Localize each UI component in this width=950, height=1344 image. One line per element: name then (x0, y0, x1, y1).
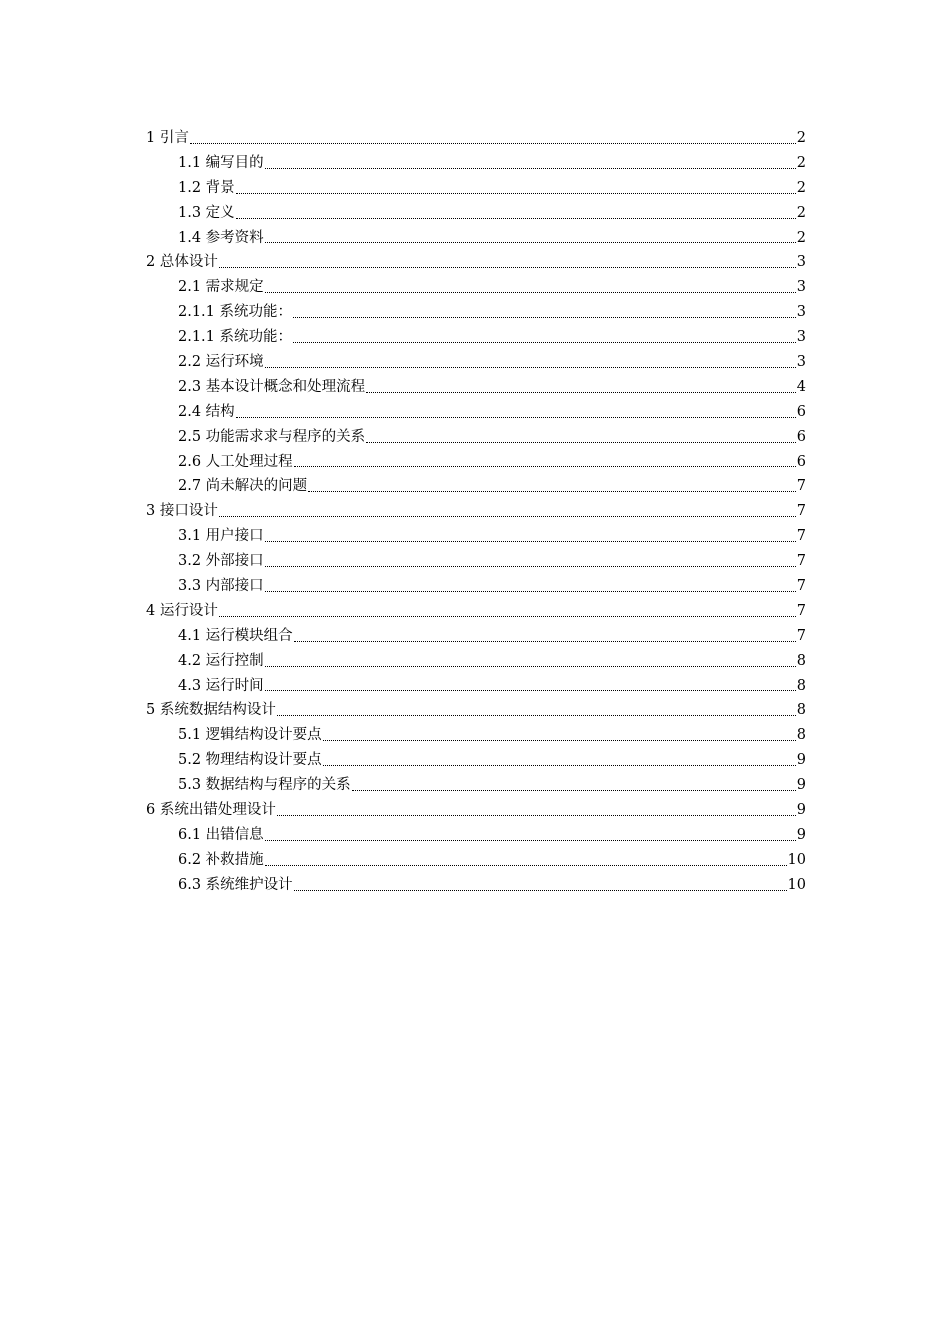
toc-entry[interactable] (146, 375, 806, 400)
toc-entry[interactable] (146, 499, 806, 524)
toc-dot-leader (294, 889, 787, 891)
toc-entry-label: 2.1.1 系统功能： (178, 329, 293, 346)
toc-entry[interactable] (146, 823, 806, 848)
toc-entry[interactable] (146, 176, 806, 201)
toc-dot-leader (236, 217, 796, 219)
toc-entry[interactable] (146, 674, 806, 699)
toc-entry[interactable] (146, 624, 806, 649)
toc-entry[interactable] (146, 151, 806, 176)
toc-entry-page-number: 7 (796, 503, 806, 520)
toc-entry-page-number: 7 (796, 553, 806, 570)
toc-dot-leader (366, 391, 796, 393)
toc-entry-label: 3.2 外部接口 (178, 553, 264, 570)
toc-entry-page-number: 7 (796, 627, 806, 644)
toc-entry[interactable] (146, 450, 806, 475)
toc-dot-leader (366, 441, 796, 443)
toc-entry[interactable] (146, 425, 806, 450)
toc-entry-label: 5 系统数据结构设计 (146, 702, 276, 719)
toc-entry-page-number: 9 (796, 752, 806, 769)
toc-entry-label: 2.4 结构 (178, 403, 235, 420)
toc-entry-label: 5.3 数据结构与程序的关系 (178, 777, 351, 794)
toc-dot-leader (323, 739, 796, 741)
toc-dot-leader (190, 142, 796, 144)
toc-entry-page-number: 3 (796, 279, 806, 296)
toc-entry-page-number: 7 (796, 528, 806, 545)
toc-dot-leader (265, 167, 796, 169)
toc-entry[interactable] (146, 524, 806, 549)
toc-entry-label: 2.3 基本设计概念和处理流程 (178, 378, 366, 395)
toc-dot-leader (219, 515, 796, 517)
toc-dot-leader (265, 366, 796, 368)
toc-entry-page-number: 10 (787, 851, 806, 868)
toc-entry-label: 3.1 用户接口 (178, 528, 264, 545)
toc-entry[interactable] (146, 848, 806, 873)
toc-dot-leader (236, 416, 796, 418)
toc-entry[interactable] (146, 773, 806, 798)
toc-entry[interactable] (146, 723, 806, 748)
toc-entry-label: 5.1 逻辑结构设计要点 (178, 727, 322, 744)
toc-entry-label: 1.1 编写目的 (178, 154, 264, 171)
toc-entry[interactable] (146, 698, 806, 723)
toc-entry-page-number: 7 (796, 478, 806, 495)
toc-entry-label: 4.2 运行控制 (178, 652, 264, 669)
toc-dot-leader (277, 714, 796, 716)
toc-entry[interactable] (146, 599, 806, 624)
toc-entry-page-number: 7 (796, 602, 806, 619)
toc-entry[interactable] (146, 126, 806, 151)
toc-entry-label: 2.1 需求规定 (178, 279, 264, 296)
toc-entry[interactable] (146, 748, 806, 773)
toc-dot-leader (265, 864, 787, 866)
toc-entry[interactable] (146, 275, 806, 300)
toc-dot-leader (352, 789, 796, 791)
toc-entry[interactable] (146, 549, 806, 574)
toc-entry-page-number: 4 (796, 378, 806, 395)
toc-dot-leader (294, 465, 796, 467)
toc-entry-label: 6.3 系统维护设计 (178, 876, 293, 893)
toc-entry-page-number: 2 (796, 179, 806, 196)
toc-entry-page-number: 9 (796, 826, 806, 843)
toc-entry-label: 4 运行设计 (146, 602, 218, 619)
toc-dot-leader (277, 814, 796, 816)
toc-entry-page-number: 2 (796, 154, 806, 171)
toc-entry-label: 2.7 尚未解决的问题 (178, 478, 308, 495)
toc-entry-page-number: 8 (796, 702, 806, 719)
toc-entry-page-number: 3 (796, 329, 806, 346)
toc-entry-label: 6 系统出错处理设计 (146, 802, 276, 819)
toc-entry[interactable] (146, 400, 806, 425)
toc-dot-leader (219, 615, 796, 617)
toc-entry-page-number: 9 (796, 777, 806, 794)
toc-entry-page-number: 6 (796, 428, 806, 445)
toc-entry-page-number: 7 (796, 578, 806, 595)
toc-entry[interactable] (146, 201, 806, 226)
toc-entry-page-number: 2 (796, 204, 806, 221)
toc-dot-leader (265, 839, 796, 841)
toc-entry-label: 2.6 人工处理过程 (178, 453, 293, 470)
toc-entry-page-number: 8 (796, 652, 806, 669)
table-of-contents (146, 126, 806, 898)
toc-dot-leader (265, 291, 796, 293)
toc-entry-page-number: 2 (796, 130, 806, 146)
toc-dot-leader (294, 640, 796, 642)
toc-entry-page-number: 3 (796, 354, 806, 371)
toc-entry[interactable] (146, 325, 806, 350)
toc-entry[interactable] (146, 226, 806, 251)
toc-entry-label: 1.4 参考资料 (178, 229, 264, 246)
toc-entry-label: 2.1.1 系统功能： (178, 304, 293, 321)
toc-entry[interactable] (146, 649, 806, 674)
toc-entry-label: 1 引言 (146, 130, 189, 146)
toc-entry[interactable] (146, 250, 806, 275)
toc-entry[interactable] (146, 300, 806, 325)
toc-entry-page-number: 8 (796, 677, 806, 694)
toc-entry-page-number: 9 (796, 802, 806, 819)
toc-entry-page-number: 6 (796, 453, 806, 470)
toc-entry[interactable] (146, 474, 806, 499)
toc-entry-label: 2 总体设计 (146, 254, 218, 271)
toc-entry-label: 3 接口设计 (146, 503, 218, 520)
toc-entry-label: 4.1 运行模块组合 (178, 627, 293, 644)
toc-entry-label: 3.3 内部接口 (178, 578, 264, 595)
toc-entry[interactable] (146, 574, 806, 599)
toc-dot-leader (265, 590, 796, 592)
toc-dot-leader (236, 192, 796, 194)
toc-entry-page-number: 3 (796, 254, 806, 271)
toc-entry-label: 2.5 功能需求求与程序的关系 (178, 428, 366, 445)
toc-dot-leader (293, 316, 796, 318)
toc-dot-leader (265, 665, 796, 667)
toc-entry-label: 6.1 出错信息 (178, 826, 264, 843)
toc-entry-label: 6.2 补救措施 (178, 851, 264, 868)
toc-dot-leader (219, 266, 796, 268)
toc-entry-label: 2.2 运行环境 (178, 354, 264, 371)
toc-dot-leader (308, 490, 796, 492)
toc-entry[interactable] (146, 798, 806, 823)
toc-entry-label: 5.2 物理结构设计要点 (178, 752, 322, 769)
toc-entry-page-number: 8 (796, 727, 806, 744)
toc-dot-leader (293, 341, 796, 343)
toc-entry-label: 4.3 运行时间 (178, 677, 264, 694)
toc-entry[interactable] (146, 350, 806, 375)
toc-entry-page-number: 3 (796, 304, 806, 321)
toc-dot-leader (265, 241, 796, 243)
toc-dot-leader (265, 565, 796, 567)
toc-entry-label: 1.3 定义 (178, 204, 235, 221)
toc-entry-label: 1.2 背景 (178, 179, 235, 196)
toc-dot-leader (265, 689, 796, 691)
toc-entry-page-number: 2 (796, 229, 806, 246)
toc-entry-page-number: 10 (787, 876, 806, 893)
toc-dot-leader (265, 540, 796, 542)
toc-entry-page-number: 6 (796, 403, 806, 420)
toc-dot-leader (323, 764, 796, 766)
toc-entry[interactable] (146, 873, 806, 898)
